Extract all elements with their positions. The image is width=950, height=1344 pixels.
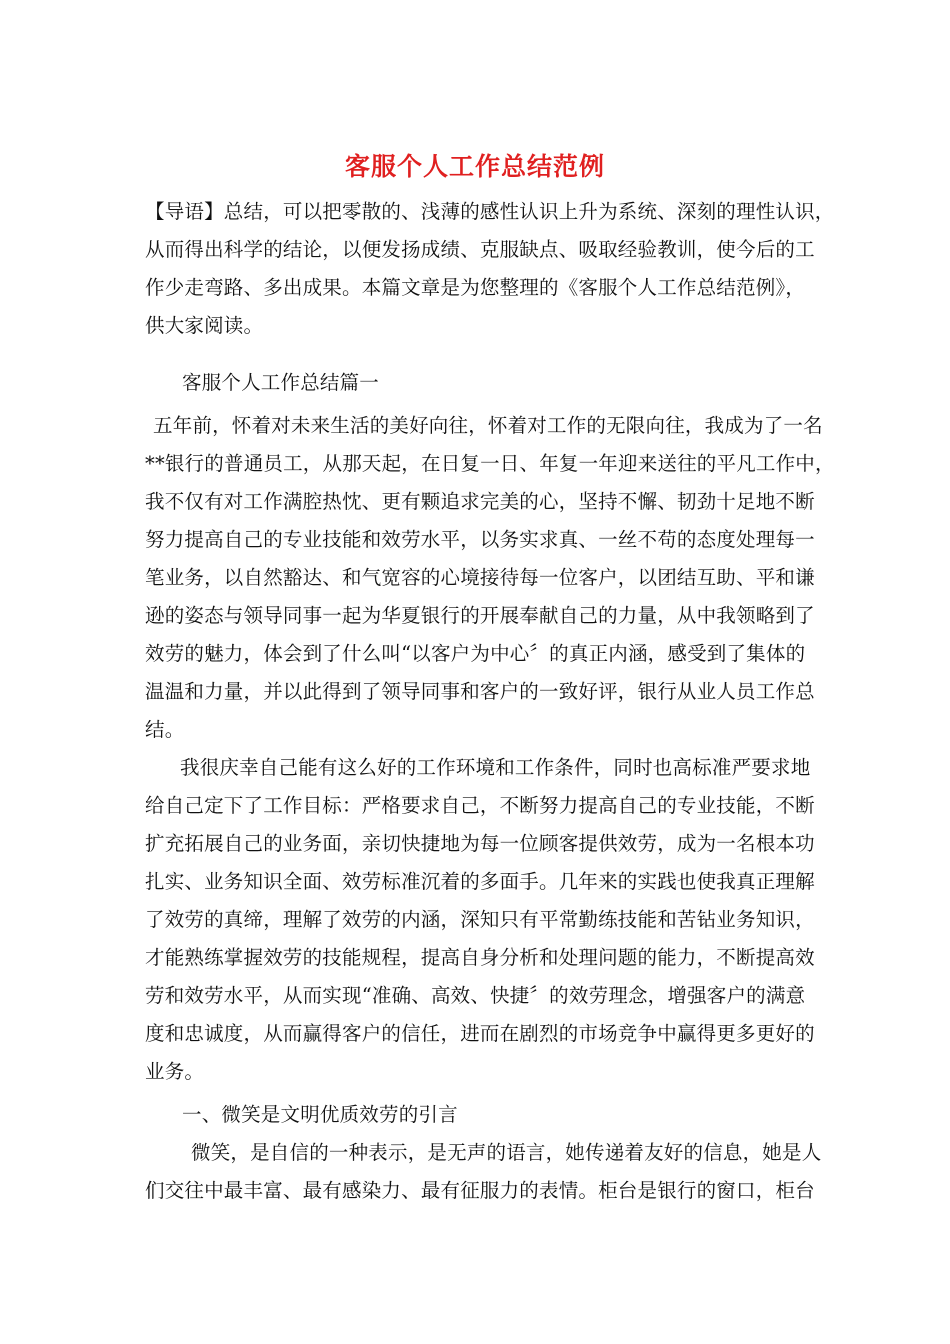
paragraph-line: 度和忠诚度，从而赢得客户的信任，进而在剧烈的市场竞争中赢得更多更好的 xyxy=(145,1022,815,1045)
paragraph-line: 供大家阅读。 xyxy=(145,314,264,337)
paragraph-line: 作少走弯路、多出成果。本篇文章是为您整理的《客服个人工作总结范例》， xyxy=(145,276,806,299)
paragraph-line: 才能熟练掌握效劳的技能规程，提高自身分析和处理问题的能力，不断提高效 xyxy=(145,946,815,969)
paragraph-line: 劳和效劳水平，从而实现“准确、高效、快捷〞的效劳理念，增强客户的满意 xyxy=(145,984,806,1007)
paragraph-line: 效劳的魅力，体会到了什么叫“以客户为中心〞的真正内涵，感受到了集体的 xyxy=(145,642,806,665)
paragraph-line: 我不仅有对工作满腔热忱、更有颗追求完美的心，坚持不懈、韧劲十足地不断 xyxy=(145,490,815,513)
paragraph-line: 微笑，是自信的一种表示，是无声的语言，她传递着友好的信息，她是人 xyxy=(191,1141,822,1164)
paragraph-line: 们交往中最丰富、最有感染力、最有征服力的表情。柜台是银行的窗口，柜台 xyxy=(145,1179,815,1202)
paragraph-line: 努力提高自己的专业技能和效劳水平，以务实求真、一丝不苟的态度处理每一 xyxy=(145,528,815,551)
document-title: 客服个人工作总结范例 xyxy=(344,152,605,181)
paragraph-line: 温温和力量，并以此得到了领导同事和客户的一致好评，银行从业人员工作总 xyxy=(145,680,815,703)
paragraph-line: 业务。 xyxy=(145,1060,205,1083)
subsection-heading: 一、微笑是文明优质效劳的引言 xyxy=(182,1103,458,1126)
paragraph-line: 从而得出科学的结论，以便发扬成绩、克服缺点、吸取经验教训，使今后的工 xyxy=(145,238,815,261)
paragraph-line: 结。 xyxy=(145,718,185,741)
paragraph-line: **银行的普通员工，从那天起，在日复一日、年复一年迎来送往的平凡工作中， xyxy=(145,452,835,475)
paragraph-line: 扩充拓展自己的业务面，亲切快捷地为每一位顾客提供效劳，成为一名根本功 xyxy=(145,832,815,855)
paragraph-line: 了效劳的真缔，理解了效劳的内涵，深知只有平常勤练技能和苦钻业务知识， xyxy=(145,908,815,931)
paragraph-line: 五年前，怀着对未来生活的美好向往，怀着对工作的无限向往，我成为了一名 xyxy=(153,414,823,437)
paragraph-line: 逊的姿态与领导同事一起为华夏银行的开展奉献自己的力量，从中我领略到了 xyxy=(145,604,815,627)
section-heading: 客服个人工作总结篇一 xyxy=(182,371,380,394)
paragraph-line: 笔业务，以自然豁达、和气宽容的心境接待每一位客户，以团结互助、平和谦 xyxy=(145,566,815,589)
paragraph-line: 给自己定下了工作目标：严格要求自己，不断努力提高自己的专业技能，不断 xyxy=(145,794,815,817)
paragraph-line: 【导语】总结，可以把零散的、浅薄的感性认识上升为系统、深刻的理性认识， xyxy=(145,200,835,223)
paragraph-line: 我很庆幸自己能有这么好的工作环境和工作条件，同时也高标准严要求地 xyxy=(180,756,811,779)
paragraph-line: 扎实、业务知识全面、效劳标准沉着的多面手。几年来的实践也使我真正理解 xyxy=(145,870,815,893)
